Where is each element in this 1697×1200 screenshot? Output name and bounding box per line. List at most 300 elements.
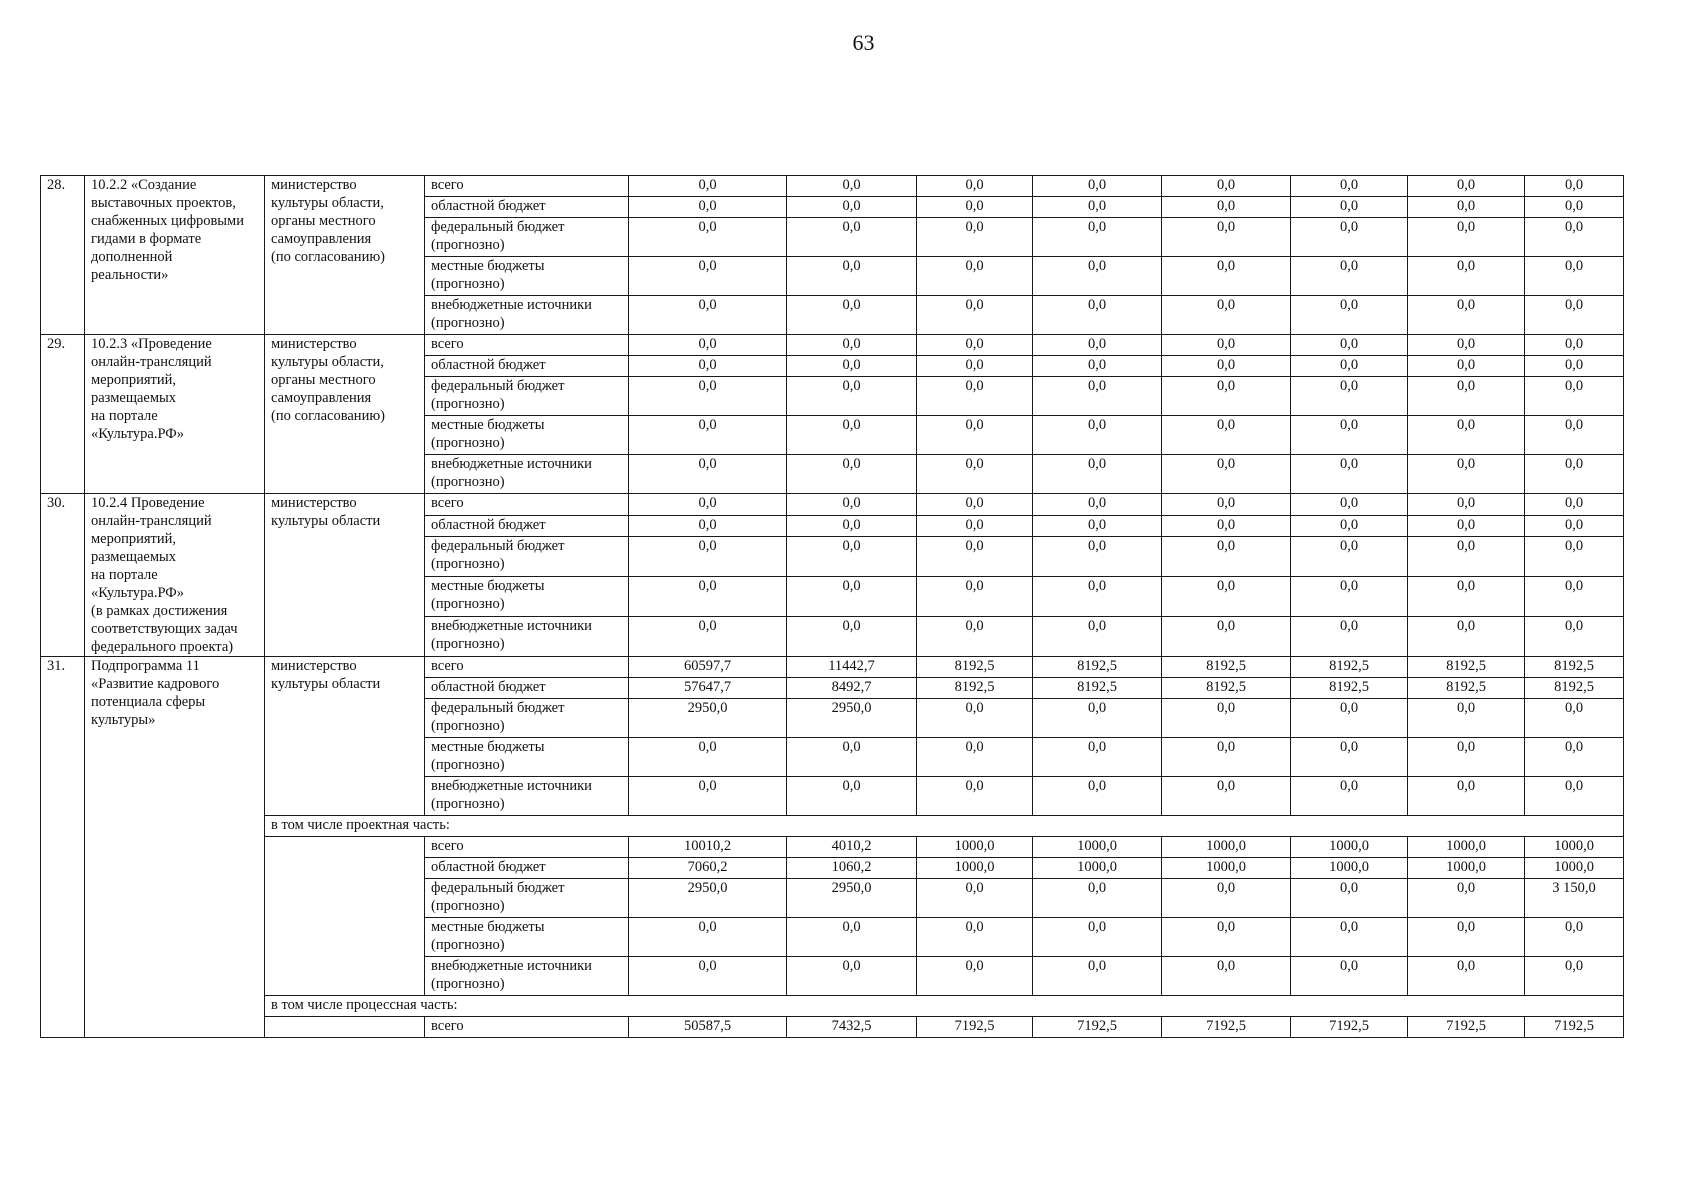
- value-cell: 0,0: [917, 537, 1033, 577]
- value-cell: 11442,7: [787, 657, 917, 678]
- value-cell: 0,0: [1525, 494, 1624, 516]
- source-text: федеральный бюджет: [431, 378, 565, 394]
- source-text: всего: [431, 658, 464, 674]
- measure-name: [85, 335, 265, 494]
- value-cell: 0,0: [629, 515, 787, 537]
- value-cell: 8192,5: [1525, 657, 1624, 678]
- responsible-line: министерство: [271, 658, 357, 674]
- source-cell: [425, 537, 629, 577]
- value-cell: 0,0: [787, 257, 917, 296]
- value-cell: 7192,5: [1162, 1017, 1291, 1038]
- value-cell: 0,0: [1291, 257, 1408, 296]
- source-text: областной бюджет: [431, 198, 546, 214]
- value-cell: 0,0: [1525, 377, 1624, 416]
- value-cell: 0,0: [629, 455, 787, 494]
- responsible-executor: [265, 176, 425, 335]
- value-cell: 0,0: [1291, 879, 1408, 918]
- value-cell: 1000,0: [1525, 858, 1624, 879]
- value-cell: 0,0: [1525, 699, 1624, 738]
- value-cell: 8192,5: [1525, 678, 1624, 699]
- value-cell: 0,0: [1525, 616, 1624, 656]
- value-cell: 0,0: [1525, 335, 1624, 356]
- value-cell: 1000,0: [1525, 837, 1624, 858]
- value-cell: 0,0: [629, 356, 787, 377]
- value-cell: 0,0: [629, 197, 787, 218]
- value-cell: 0,0: [1162, 197, 1291, 218]
- value-cell: 0,0: [1525, 577, 1624, 617]
- value-cell: 0,0: [1408, 377, 1525, 416]
- value-cell: 0,0: [1291, 356, 1408, 377]
- responsible-executor: [265, 657, 425, 816]
- value-cell: 0,0: [1408, 879, 1525, 918]
- value-cell: 0,0: [1162, 918, 1291, 957]
- source-text: всего: [431, 495, 464, 511]
- value-cell: 0,0: [1162, 455, 1291, 494]
- table-row: [41, 837, 1624, 858]
- value-cell: 2950,0: [787, 699, 917, 738]
- value-cell: 0,0: [917, 515, 1033, 537]
- value-cell: 0,0: [1408, 197, 1525, 218]
- value-cell: 0,0: [629, 257, 787, 296]
- value-cell: 0,0: [1408, 257, 1525, 296]
- source-cell: [425, 515, 629, 537]
- source-cell: [425, 837, 629, 858]
- value-cell: 8192,5: [1162, 678, 1291, 699]
- value-cell: 0,0: [1033, 176, 1162, 197]
- source-text: местные бюджеты: [431, 919, 545, 935]
- value-cell: 57647,7: [629, 678, 787, 699]
- value-cell: 0,0: [917, 879, 1033, 918]
- source-cell: [425, 858, 629, 879]
- value-cell: 0,0: [917, 738, 1033, 777]
- source-text: (прогнозно): [431, 237, 505, 253]
- value-cell: 0,0: [1162, 957, 1291, 996]
- source-text: всего: [431, 177, 464, 193]
- value-cell: 0,0: [1408, 699, 1525, 738]
- value-cell: 0,0: [1033, 197, 1162, 218]
- value-cell: 0,0: [1291, 537, 1408, 577]
- value-cell: 0,0: [1033, 335, 1162, 356]
- row-number: 29.: [41, 335, 85, 494]
- value-cell: 0,0: [1291, 197, 1408, 218]
- value-cell: 0,0: [787, 335, 917, 356]
- table-row: [41, 335, 1624, 356]
- measure-name-line: потенциала сферы: [91, 694, 206, 710]
- responsible-executor: [265, 335, 425, 494]
- value-cell: 0,0: [1525, 416, 1624, 455]
- measure-name-line: (в рамках достижения: [91, 603, 228, 619]
- measure-name: [85, 494, 265, 657]
- value-cell: 0,0: [1033, 879, 1162, 918]
- value-cell: 0,0: [629, 377, 787, 416]
- value-cell: 0,0: [1162, 537, 1291, 577]
- value-cell: 0,0: [1162, 335, 1291, 356]
- value-cell: 0,0: [787, 176, 917, 197]
- value-cell: 0,0: [917, 218, 1033, 257]
- value-cell: 4010,2: [787, 837, 917, 858]
- source-text: всего: [431, 1018, 464, 1034]
- source-text: внебюджетные источники: [431, 958, 592, 974]
- value-cell: 0,0: [787, 356, 917, 377]
- responsible-line: (по согласованию): [271, 408, 385, 424]
- value-cell: 0,0: [917, 494, 1033, 516]
- section-label: в том числе проектная часть:: [265, 816, 1624, 837]
- value-cell: 0,0: [1408, 416, 1525, 455]
- source-text: местные бюджеты: [431, 739, 545, 755]
- value-cell: 0,0: [1162, 515, 1291, 537]
- value-cell: 0,0: [629, 957, 787, 996]
- section-label: в том числе процессная часть:: [265, 996, 1624, 1017]
- source-cell: [425, 699, 629, 738]
- value-cell: 1000,0: [1408, 837, 1525, 858]
- value-cell: 1000,0: [1033, 837, 1162, 858]
- section-label-row: [41, 816, 1624, 837]
- value-cell: 8192,5: [1408, 657, 1525, 678]
- value-cell: 8192,5: [1033, 678, 1162, 699]
- value-cell: 0,0: [917, 918, 1033, 957]
- table-row: [41, 176, 1624, 197]
- measure-name-line: соответствующих задач: [91, 621, 238, 637]
- value-cell: 0,0: [1408, 218, 1525, 257]
- value-cell: 0,0: [1408, 335, 1525, 356]
- measure-name-line: размещаемых: [91, 549, 177, 565]
- responsible-blank: [265, 1017, 425, 1038]
- value-cell: 0,0: [1162, 296, 1291, 335]
- value-cell: 0,0: [1408, 356, 1525, 377]
- measure-name-line: мероприятий,: [91, 531, 177, 547]
- value-cell: 0,0: [1033, 377, 1162, 416]
- source-text: внебюджетные источники: [431, 297, 592, 313]
- value-cell: 7432,5: [787, 1017, 917, 1038]
- value-cell: 0,0: [1408, 537, 1525, 577]
- source-text: (прогнозно): [431, 474, 505, 490]
- value-cell: 8192,5: [917, 678, 1033, 699]
- value-cell: 0,0: [787, 616, 917, 656]
- value-cell: 0,0: [1162, 699, 1291, 738]
- value-cell: 0,0: [1408, 777, 1525, 816]
- value-cell: 0,0: [1291, 918, 1408, 957]
- value-cell: 0,0: [1162, 416, 1291, 455]
- value-cell: 1000,0: [917, 858, 1033, 879]
- measure-name-line: «Культура.РФ»: [91, 585, 184, 601]
- value-cell: 1060,2: [787, 858, 917, 879]
- value-cell: 1000,0: [1408, 858, 1525, 879]
- measure-name-line: снабженных цифровыми: [91, 213, 244, 229]
- value-cell: 0,0: [1291, 957, 1408, 996]
- value-cell: 0,0: [1525, 918, 1624, 957]
- value-cell: 0,0: [629, 416, 787, 455]
- value-cell: 8192,5: [1291, 657, 1408, 678]
- source-text: областной бюджет: [431, 516, 546, 533]
- source-text: (прогнозно): [431, 757, 505, 773]
- value-cell: 0,0: [787, 577, 917, 617]
- value-cell: 0,0: [1033, 515, 1162, 537]
- value-cell: 0,0: [1408, 494, 1525, 516]
- value-cell: 0,0: [1162, 377, 1291, 416]
- value-cell: 0,0: [787, 957, 917, 996]
- source-cell: [425, 356, 629, 377]
- source-text: (прогнозно): [431, 976, 505, 992]
- value-cell: 0,0: [1291, 416, 1408, 455]
- value-cell: 0,0: [629, 738, 787, 777]
- value-cell: 0,0: [629, 577, 787, 617]
- value-cell: 0,0: [787, 296, 917, 335]
- measure-name-line: онлайн-трансляций: [91, 354, 212, 370]
- value-cell: 8192,5: [1291, 678, 1408, 699]
- value-cell: 0,0: [1291, 494, 1408, 516]
- value-cell: 0,0: [1291, 577, 1408, 617]
- measure-name-line: на портале: [91, 567, 158, 583]
- value-cell: 1000,0: [1033, 858, 1162, 879]
- responsible-blank: [265, 837, 425, 996]
- value-cell: 0,0: [1525, 957, 1624, 996]
- table-body: [41, 176, 1624, 1038]
- value-cell: 1000,0: [1291, 858, 1408, 879]
- value-cell: 0,0: [917, 356, 1033, 377]
- value-cell: 2950,0: [787, 879, 917, 918]
- value-cell: 0,0: [629, 616, 787, 656]
- source-cell: [425, 197, 629, 218]
- value-cell: 0,0: [1408, 616, 1525, 656]
- source-text: федеральный бюджет: [431, 700, 565, 716]
- value-cell: 0,0: [917, 257, 1033, 296]
- value-cell: 0,0: [1291, 176, 1408, 197]
- source-text: (прогнозно): [431, 718, 505, 734]
- value-cell: 10010,2: [629, 837, 787, 858]
- source-cell: [425, 1017, 629, 1038]
- source-cell: [425, 957, 629, 996]
- value-cell: 0,0: [1525, 197, 1624, 218]
- value-cell: 50587,5: [629, 1017, 787, 1038]
- value-cell: 0,0: [787, 777, 917, 816]
- value-cell: 0,0: [1162, 879, 1291, 918]
- value-cell: 8192,5: [1408, 678, 1525, 699]
- responsible-line: культуры области: [271, 513, 381, 529]
- source-text: (прогнозно): [431, 396, 505, 412]
- value-cell: 1000,0: [1162, 837, 1291, 858]
- value-cell: 0,0: [1525, 218, 1624, 257]
- source-cell: [425, 738, 629, 777]
- value-cell: 0,0: [1033, 416, 1162, 455]
- value-cell: 0,0: [1162, 494, 1291, 516]
- source-text: областной бюджет: [431, 679, 546, 695]
- value-cell: 0,0: [1525, 176, 1624, 197]
- measure-name-line: «Развитие кадрового: [91, 676, 220, 692]
- source-cell: [425, 296, 629, 335]
- value-cell: 0,0: [629, 296, 787, 335]
- source-text: местные бюджеты: [431, 258, 545, 274]
- value-cell: 0,0: [1408, 455, 1525, 494]
- value-cell: 0,0: [787, 197, 917, 218]
- value-cell: 0,0: [917, 455, 1033, 494]
- source-cell: [425, 678, 629, 699]
- source-text: внебюджетные источники: [431, 456, 592, 472]
- value-cell: 0,0: [787, 218, 917, 257]
- source-text: областной бюджет: [431, 859, 546, 875]
- source-text: федеральный бюджет: [431, 219, 565, 235]
- source-text: (прогнозно): [431, 596, 505, 612]
- value-cell: 2950,0: [629, 879, 787, 918]
- source-cell: [425, 879, 629, 918]
- measure-name-line: мероприятий,: [91, 372, 177, 388]
- value-cell: 0,0: [629, 335, 787, 356]
- value-cell: 0,0: [1291, 296, 1408, 335]
- value-cell: 0,0: [1408, 957, 1525, 996]
- value-cell: 0,0: [1291, 218, 1408, 257]
- source-cell: [425, 377, 629, 416]
- value-cell: 0,0: [917, 176, 1033, 197]
- responsible-line: самоуправления: [271, 231, 372, 247]
- source-text: федеральный бюджет: [431, 538, 565, 555]
- source-cell: [425, 176, 629, 197]
- responsible-line: министерство: [271, 495, 357, 511]
- table-row: [41, 657, 1624, 678]
- value-cell: 0,0: [1033, 616, 1162, 656]
- measure-name-line: культуры»: [91, 712, 156, 728]
- value-cell: 0,0: [1033, 356, 1162, 377]
- value-cell: 0,0: [1408, 918, 1525, 957]
- value-cell: 0,0: [1408, 577, 1525, 617]
- value-cell: 0,0: [1525, 515, 1624, 537]
- table-row: [41, 1017, 1624, 1038]
- value-cell: 8192,5: [1162, 657, 1291, 678]
- value-cell: 7192,5: [1525, 1017, 1624, 1038]
- source-cell: [425, 455, 629, 494]
- value-cell: 0,0: [787, 515, 917, 537]
- value-cell: 0,0: [1291, 335, 1408, 356]
- value-cell: 0,0: [1525, 356, 1624, 377]
- source-text: внебюджетные источники: [431, 617, 592, 634]
- responsible-line: культуры области,: [271, 354, 384, 370]
- source-cell: [425, 218, 629, 257]
- value-cell: 0,0: [917, 699, 1033, 738]
- value-cell: 0,0: [1033, 257, 1162, 296]
- responsible-line: самоуправления: [271, 390, 372, 406]
- value-cell: 0,0: [1525, 537, 1624, 577]
- value-cell: 0,0: [1162, 577, 1291, 617]
- measure-name-line: 10.2.3 «Проведение: [91, 336, 212, 352]
- source-cell: [425, 416, 629, 455]
- value-cell: 0,0: [1162, 257, 1291, 296]
- value-cell: 0,0: [1162, 218, 1291, 257]
- value-cell: 0,0: [1033, 957, 1162, 996]
- value-cell: 0,0: [1033, 537, 1162, 577]
- value-cell: 0,0: [1525, 257, 1624, 296]
- source-text: областной бюджет: [431, 357, 546, 373]
- source-cell: [425, 616, 629, 656]
- budget-table: [40, 175, 1624, 1038]
- source-text: (прогнозно): [431, 635, 505, 652]
- measure-name-line: размещаемых: [91, 390, 177, 406]
- value-cell: 0,0: [1291, 777, 1408, 816]
- source-text: федеральный бюджет: [431, 880, 565, 896]
- row-number: 30.: [41, 494, 85, 657]
- measure-name-line: выставочных проектов,: [91, 195, 236, 211]
- value-cell: 0,0: [787, 738, 917, 777]
- responsible-line: (по согласованию): [271, 249, 385, 265]
- responsible-line: министерство: [271, 336, 357, 352]
- value-cell: 0,0: [629, 537, 787, 577]
- value-cell: 0,0: [787, 918, 917, 957]
- value-cell: 8492,7: [787, 678, 917, 699]
- responsible-line: культуры области,: [271, 195, 384, 211]
- value-cell: 0,0: [1291, 455, 1408, 494]
- value-cell: 0,0: [1033, 738, 1162, 777]
- value-cell: 0,0: [1291, 699, 1408, 738]
- value-cell: 0,0: [1162, 777, 1291, 816]
- value-cell: 0,0: [917, 197, 1033, 218]
- value-cell: 0,0: [1408, 515, 1525, 537]
- measure-name-line: «Культура.РФ»: [91, 426, 184, 442]
- value-cell: 7060,2: [629, 858, 787, 879]
- value-cell: 0,0: [917, 777, 1033, 816]
- value-cell: 7192,5: [917, 1017, 1033, 1038]
- value-cell: 0,0: [629, 494, 787, 516]
- measure-name-line: реальности»: [91, 267, 169, 283]
- measure-name-line: Подпрограмма 11: [91, 658, 200, 674]
- source-text: внебюджетные источники: [431, 778, 592, 794]
- value-cell: 8192,5: [1033, 657, 1162, 678]
- value-cell: 0,0: [1033, 455, 1162, 494]
- value-cell: 0,0: [629, 918, 787, 957]
- page-number: 63: [852, 30, 875, 55]
- source-text: (прогнозно): [431, 937, 505, 953]
- value-cell: 0,0: [917, 957, 1033, 996]
- value-cell: 0,0: [787, 416, 917, 455]
- value-cell: 0,0: [1408, 176, 1525, 197]
- source-cell: [425, 494, 629, 516]
- value-cell: 0,0: [917, 296, 1033, 335]
- value-cell: 0,0: [1408, 738, 1525, 777]
- value-cell: 0,0: [1162, 176, 1291, 197]
- measure-name-line: федерального проекта): [91, 639, 234, 655]
- row-number: 31.: [41, 657, 85, 1038]
- source-text: всего: [431, 336, 464, 352]
- section-label-row: [41, 996, 1624, 1017]
- value-cell: 0,0: [1033, 918, 1162, 957]
- value-cell: 0,0: [1291, 377, 1408, 416]
- measure-name-line: 10.2.4 Проведение: [91, 495, 205, 511]
- value-cell: 0,0: [1033, 218, 1162, 257]
- value-cell: 0,0: [787, 494, 917, 516]
- value-cell: 0,0: [1033, 494, 1162, 516]
- value-cell: 0,0: [917, 577, 1033, 617]
- value-cell: 0,0: [1162, 356, 1291, 377]
- value-cell: 0,0: [1033, 577, 1162, 617]
- source-text: всего: [431, 838, 464, 854]
- source-text: (прогнозно): [431, 315, 505, 331]
- value-cell: 0,0: [1162, 616, 1291, 656]
- responsible-executor: [265, 494, 425, 657]
- value-cell: 60597,7: [629, 657, 787, 678]
- value-cell: 0,0: [787, 455, 917, 494]
- value-cell: 7192,5: [1291, 1017, 1408, 1038]
- value-cell: 0,0: [917, 416, 1033, 455]
- value-cell: 1000,0: [1291, 837, 1408, 858]
- measure-name-line: гидами в формате: [91, 231, 202, 247]
- source-text: (прогнозно): [431, 435, 505, 451]
- value-cell: 0,0: [1162, 738, 1291, 777]
- value-cell: 8192,5: [917, 657, 1033, 678]
- value-cell: 1000,0: [1162, 858, 1291, 879]
- responsible-line: органы местного: [271, 213, 376, 229]
- value-cell: 0,0: [1525, 738, 1624, 777]
- source-text: местные бюджеты: [431, 578, 545, 594]
- value-cell: 0,0: [1525, 455, 1624, 494]
- measure-name-line: на портале: [91, 408, 158, 424]
- value-cell: 0,0: [1033, 777, 1162, 816]
- value-cell: 0,0: [917, 335, 1033, 356]
